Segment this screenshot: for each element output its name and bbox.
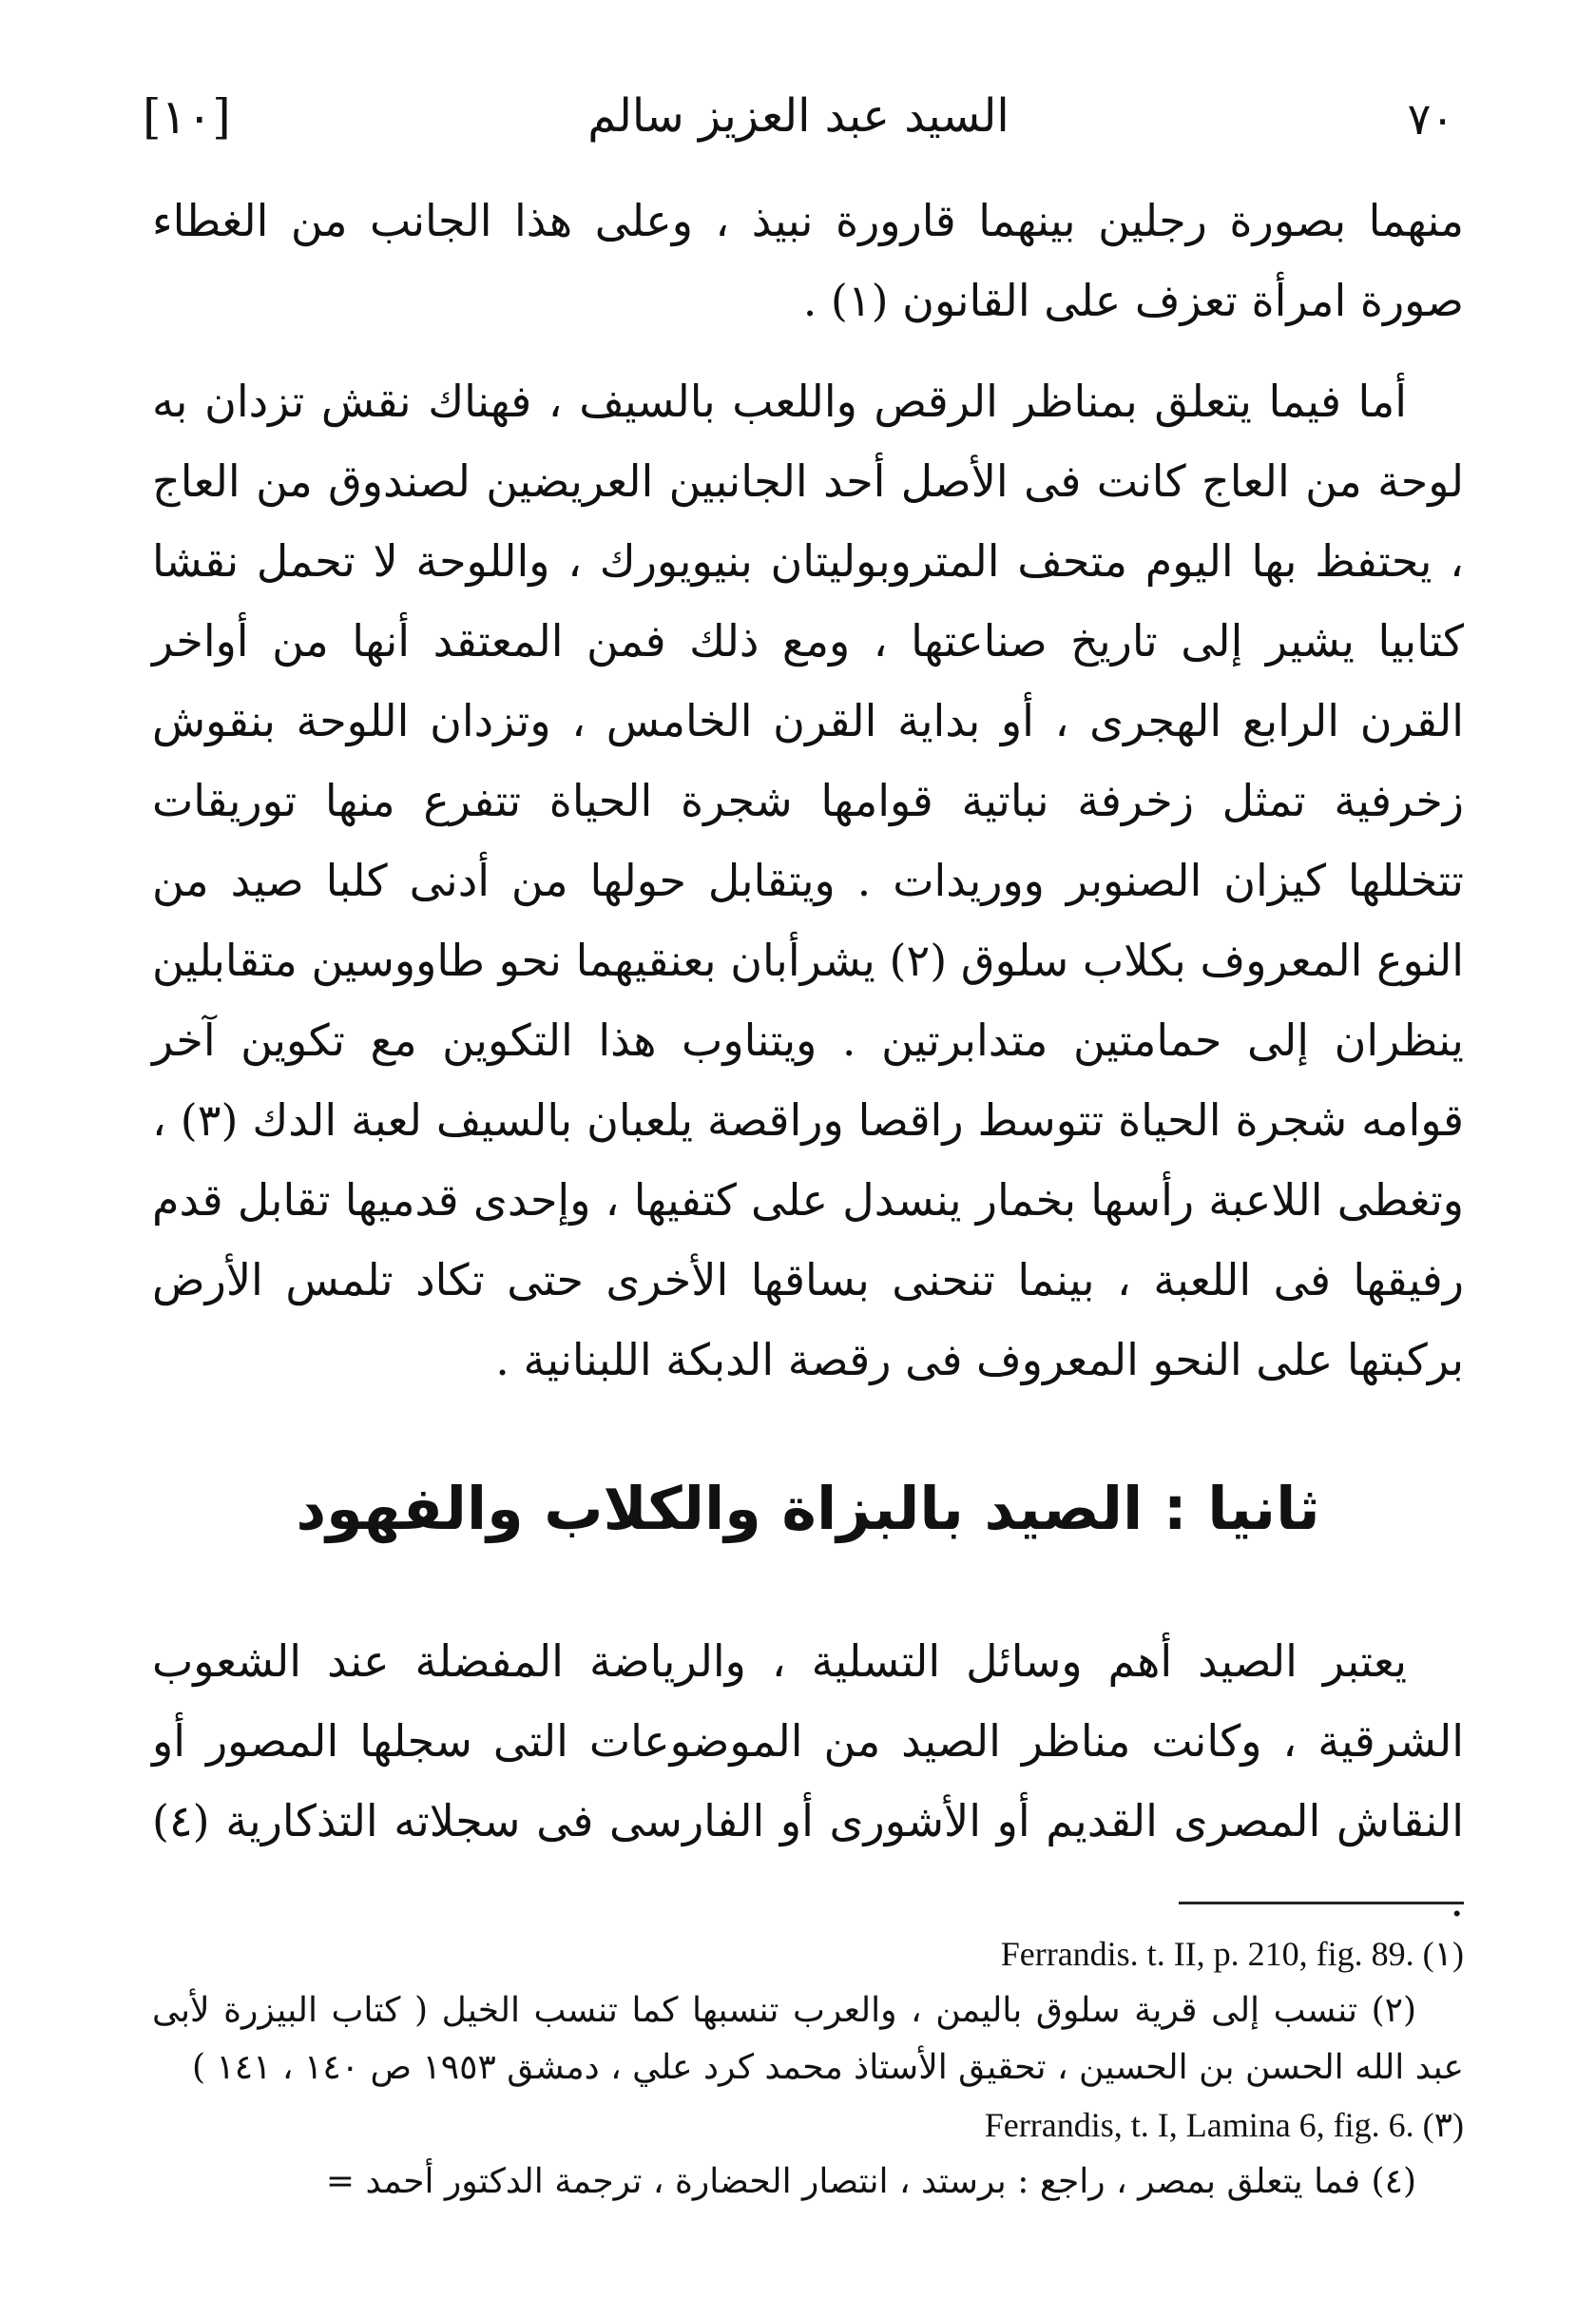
running-title: السيد عبد العزيز سالم [587,89,1010,143]
page-number: ٧٠ [1407,93,1454,145]
paragraph-3: يعتبر الصيد أهم وسائل التسلية ، والرياضة المفضلة عند الشعوب الشرقية ، وكانت مناظر الصيد من الموضوعات التى سجلها المصور أو النقاش المصرى القديم أو الأشورى أو الفارسى فى سجلاته التذكارية (٤) . [152,1635,1464,1926]
paragraph-2: أما فيما يتعلق بمناظر الرقص واللعب بالسيف ، فهناك نقش تزدان به لوحة من العاج كانت فى الأصل أحد الجانبين العريضين لصندوق من العاج ، يحتفظ بها اليوم متحف المتروبوليتان بنيويورك ، واللوحة لا تحمل نقشا كتابيا يشير إلى تاريخ صناعتها ، ومع ذلك فمن المعتقد أنها من أواخر القرن الرابع الهجرى ، أو بداية القرن الخامس ، وتزدان اللوحة بنقوش زخرفية تمثل زخرفة نباتية قوامها شجرة الحياة تتفرع منها توريقات تتخللها كيزان الصنوبر ووريدات . ويتقابل حولها من أدنى كلبا صيد من النوع المعروف بكلاب سلوق (٢) يشرأبان بعنقيهما نحو طاووسين متقابلين ينظران إلى حمامتين متدابرتين . ويتناوب هذا التكوين مع تكوين آخر قوامه شجرة الحياة تتوسط راقصا وراقصة يلعبان بالسيف لعبة الدك (٣) ، وتغطى اللاعبة رأسها بخمار ينسدل على كتفيها ، وإحدى قدميها تقابل قدم رفيقها فى اللعبة ، بينما تنحنى بساقها الأخرى حتى تكاد تلمس الأرض بركبتها على النحو المعروف فى رقصة الدبكة اللبنانية . [152,376,1464,1385]
footnote-4: (٤) فما يتعلق بمصر ، راجع : برستد ، انتصار الحضارة ، ترجمة الدكتور أحمد = [325,2162,1416,2201]
section-heading: ثانيا : الصيد بالبزاة والكلاب والفهود [296,1474,1320,1543]
page-header [143,84,1454,150]
footnotes [152,1925,1464,2211]
footnote-1: Ferrandis. t. II, p. 210, fig. 89. (١) [1000,1935,1464,1973]
paragraph-1: منهما بصورة رجلين بينهما قارورة نبيذ ، وعلى هذا الجانب من الغطاء صورة امرأة تعزف على القانون (١) . [152,195,1464,326]
section-marker: [١٠] [143,89,231,145]
footnote-3: Ferrandis, t. I, Lamina 6, fig. 6. (٣) [984,2106,1464,2144]
footnote-2: (٢) تنسب إلى قرية سلوق باليمن ، والعرب تنسبها كما تنسب الخيل ( كتاب البيزرة لأبى عبد الله الحسن بن الحسين ، تحقيق الأستاذ محمد كرد علي ، دمشق ١٩٥٣ ص ١٤٠ ، ١٤١ ) [152,1991,1464,2087]
footnote-divider [1179,1902,1464,1904]
